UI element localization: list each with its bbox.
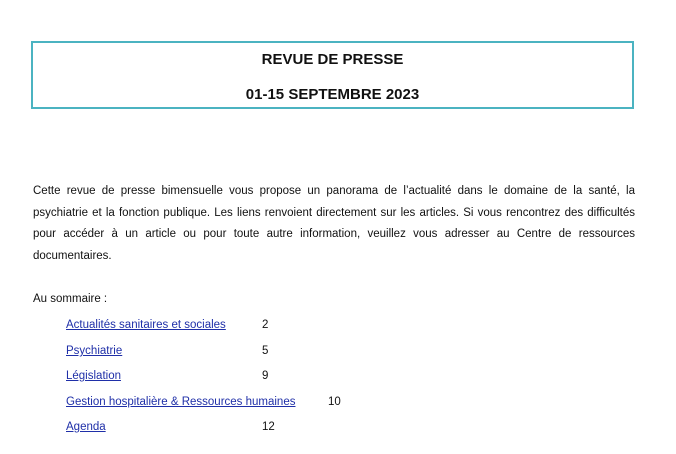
toc-item [66, 317, 269, 333]
intro-paragraph: Cette revue de presse bimensuelle vous propose un panorama de l’actualité dans le domaine de la santé, la psychiatrie et la fonction publique. Les liens renvoient directement sur les articles. Si vous rencontrez des difficultés pour accéder à un article ou pour toute autre information, veuillez vous adresser au Centre de ressources documentaires. [33, 185, 635, 262]
document-title: REVUE DE PRESSE [261, 51, 404, 68]
toc-item [66, 343, 269, 359]
toc-link-legislation[interactable]: Législation [66, 370, 121, 382]
toc-item [66, 368, 269, 384]
title-box [31, 41, 634, 109]
document-period: 01-15 SEPTEMBRE 2023 [245, 86, 420, 103]
toc-link-agenda[interactable]: Agenda [66, 421, 106, 433]
sommaire-label: Au sommaire : [33, 293, 108, 305]
toc-link-psychiatrie[interactable]: Psychiatrie [66, 345, 123, 357]
toc-page-number: 9 [262, 370, 269, 382]
toc-page-number: 10 [328, 396, 341, 408]
toc-item [66, 419, 275, 435]
toc-item [66, 394, 341, 410]
toc-link-actualites[interactable]: Actualités sanitaires et sociales [66, 319, 226, 331]
toc-link-gestion-hospitaliere[interactable]: Gestion hospitalière & Ressources humaines [66, 396, 296, 408]
toc-page-number: 2 [262, 319, 269, 331]
toc-page-number: 12 [262, 421, 275, 433]
toc-page-number: 5 [262, 345, 269, 357]
